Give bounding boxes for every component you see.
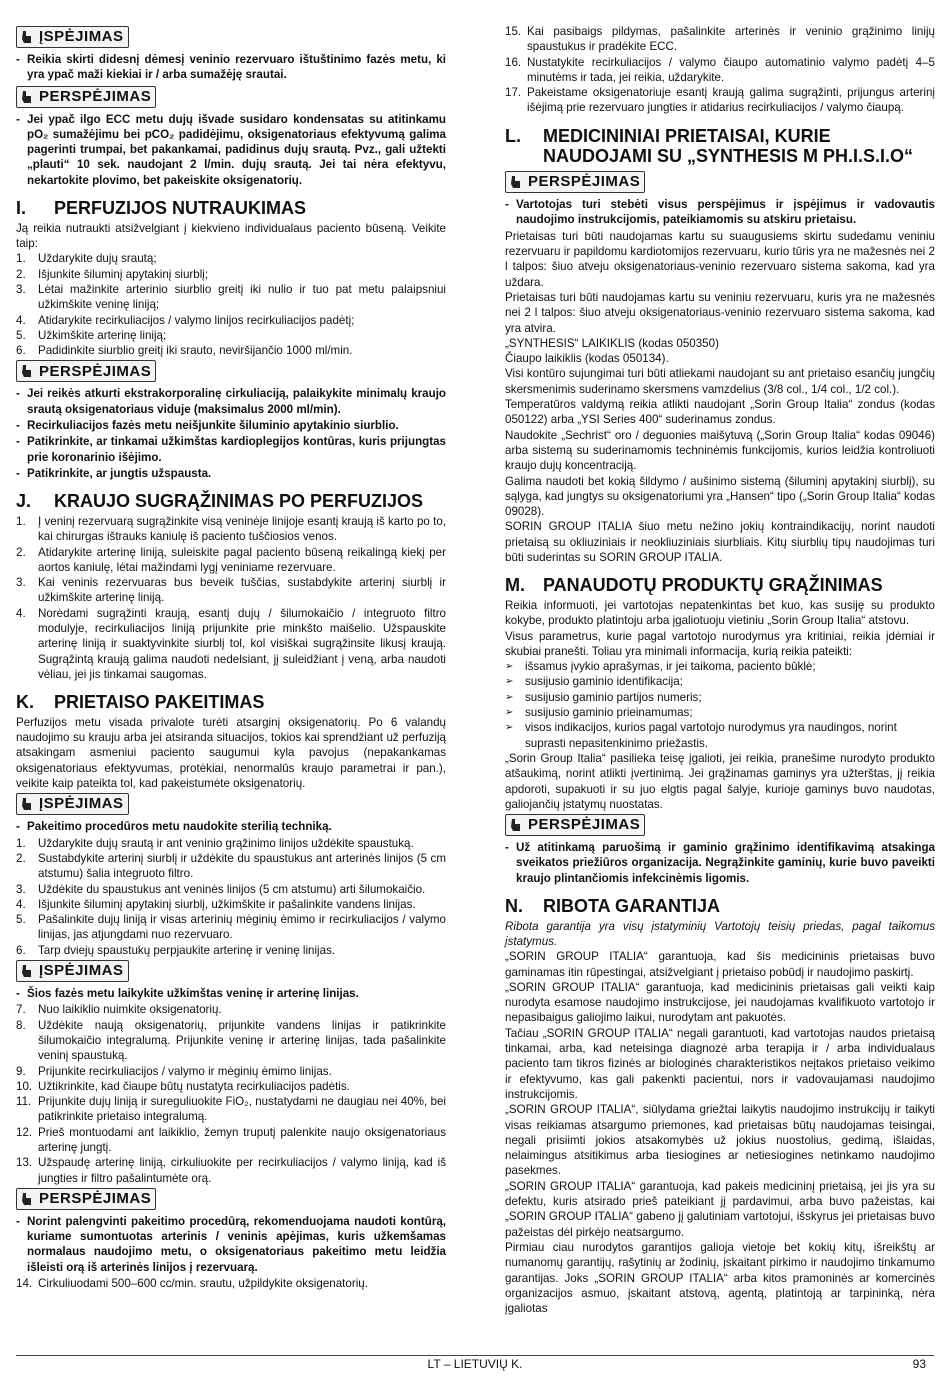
paragraph: „Sorin Group Italia“ pasilieka teisę įgalioti, jei reikia, pranešime nurodyto produkto atšaukimą, norint atlikti įvertinimą. Jei grąžinamas gaminys yra užterštas, jį reikia apdoroti, supakuoti ir su juo elgtis pagal šalyje, kurioje gaminys buvo naudotas, galiojančių įstatymų nuostatas. (505, 751, 935, 811)
steps-list-i (16, 251, 446, 358)
step-number: 6. (16, 344, 26, 358)
step-number: 4. (16, 897, 26, 911)
paragraph: Galima naudoti bet kokią šildymo / aušinimo sistemą (šiluminį apytakinį siurblį), su sąlyga, kad jungtys su oksigenatoriumi yra „Hansen“ tipo („Sorin Group Italia“ kodas 09028). (505, 474, 935, 519)
right-column (505, 24, 935, 1316)
step-item: 14. Cirkuliuodami 500–600 cc/min. srautu, užpildykite oksigenatorių. (16, 1277, 368, 1291)
step-text: Uždėkite du spaustukus ant veninės linijos (5 cm atstumu) arti šilumokaičio. (38, 882, 426, 896)
step-item (16, 514, 446, 545)
caution-badge: PERSPĖJIMAS (505, 171, 645, 193)
arrow-bullet-icon: ➢ (505, 722, 514, 734)
step-item (16, 267, 446, 282)
paragraph: Visus parametrus, kurie pagal vartotojo nurodymus yra kritiniai, reikia įdėmiai ir skubiai pranešti. Toliau yra minimali informacija, kurią reikia pateikti: (505, 629, 935, 658)
step-text: Atidarykite recirkuliacijos / valymo linijos recirkuliacijos padėtį; (38, 313, 355, 327)
hand-pointing-icon (508, 817, 524, 833)
step-number: 5. (16, 328, 26, 342)
step-text: Pakeistame oksigenatoriuje esantį kraują galima sugrąžinti, prijungus arterinį išėjimą prie rezervuaro jungties ir atidarius recirkuliacijos / valymo čiaupą. (527, 86, 935, 115)
step-item (505, 24, 935, 55)
step-item (16, 313, 446, 328)
paragraph: „SORIN GROUP ITALIA“ garantuoja, kad šis medicininis prietaisas buvo gaminamas itin rūpestingai, atsižvelgiant į prietaiso pobūdį ir naudojimo paskirtį. (505, 950, 935, 979)
hand-pointing-icon (19, 89, 35, 105)
arrow-bullet-icon: ➢ (505, 707, 514, 719)
step-number: 13. (16, 1156, 33, 1170)
step-text: Pašalinkite dujų liniją ir visas arterinių mėginių ėmimo ir recirkuliacijos / valymo linijas, jas atjungdami nuo rezervuaro. (38, 913, 446, 942)
page-footer (16, 1355, 934, 1380)
step-item (16, 1064, 446, 1079)
bullet-list (505, 659, 935, 751)
section-heading-i: I. PERFUZIJOS NUTRAUKIMAS (16, 198, 307, 219)
arrow-bullet-icon: ➢ (505, 691, 514, 703)
step-text: Tarp dviejų spaustukų perpjaukite arterinę ir veninę linijas. (38, 943, 336, 957)
caution-text: Patikrinkite, ar jungtis užspausta. (27, 466, 212, 480)
step-number: 3. (16, 282, 26, 296)
footer-language: LT – LIETUVIŲ K. (427, 1357, 523, 1371)
section-n-body (505, 949, 935, 1316)
warning-item: - Reikia skirti didesnį dėmesį veninio rezervuaro ištuštinimo fazės metu, ki yra ypač maži kiekiai ir / arba sumažėję srautai. (16, 53, 446, 82)
step-text: Nustatykite recirkuliacijos / valymo čiaupo automatinio valymo padėtį 4–5 minutėms ir tada, jei reikia, uždarykite. (527, 55, 935, 84)
dash-marker: - (16, 435, 20, 449)
step-text: Prijunkite dujų liniją ir sureguliuokite FiO₂, nustatydami ne daugiau nei 40%, bei patikrinkite prietaiso integralumą. (38, 1095, 446, 1124)
caution-text: Recirkuliacijos fazės metu neišjunkite šiluminio apytakinio siurblio. (27, 419, 399, 433)
step-text: Kai pasibaigs pildymas, pašalinkite arterinės ir veninio grąžinimo linijų spaustukus ir pradėkite ECC. (527, 25, 935, 54)
steps-list-k2 (16, 1002, 446, 1186)
step-number: 3. (16, 576, 26, 590)
section-heading-m: M. PANAUDOTŲ PRODUKTŲ GRĄŽINIMAS (505, 575, 883, 596)
warning-badge: ĮSPĖJIMAS (16, 26, 129, 48)
bullet-item (505, 720, 935, 751)
paragraph: Naudokite „Sechrist“ oro / deguonies maišytuvą („Sorin Group Italia“ kodas 09046) arba sistemą su suderinamomis techninėmis funkcijomis, kurios leidžia kontroliuoti kraujo dujų koncentraciją. (505, 428, 935, 473)
step-item (16, 545, 446, 576)
step-item (16, 882, 446, 897)
dash-marker: - (16, 387, 20, 401)
step-number: 9. (16, 1064, 26, 1078)
warning-item: - Šios fazės metu laikykite užkimštas veninę ir arterinę linijas. (16, 987, 359, 1001)
paragraph: „SYNTHESIS“ LAIKIKLIS (kodas 050350) (505, 336, 719, 350)
step-item (16, 1079, 446, 1094)
paragraph: Prietaisas turi būti naudojamas kartu su suaugusiems skirtu sudedamu veniniu rezervuaru ir papildomu kardiotomijos rezervuaru, kurio tūris yra ne mažesnės nei 2 l talpos: šiuo atveju oksigenatoriaus-veninio rezervuaro sistema sakoma, kad yra uždara. (505, 229, 935, 289)
step-number: 4. (16, 313, 26, 327)
caution-text: Patikrinkite, ar tinkamai užkimštas kardioplegijos kontūras, kuris prijungtas prie koronarinio išėjimo. (27, 435, 446, 464)
arrow-bullet-icon: ➢ (505, 661, 514, 673)
caution-item: - Vartotojas turi stebėti visus perspėjimus ir įspėjimus ir vadovautis naudojimo instrukcijomis, pateikiamomis su atskiru prietaisu. (505, 198, 935, 227)
paragraph: Ją reikia nutraukti atsižvelgiant į kiekvieno individualaus paciento būseną. Veikite taip: (16, 221, 446, 251)
step-text: Užspaudę arterinę liniją, cirkuliuokite per recirkuliacijos / valymo liniją, kad iš jungties ir filtro pašalintumėte orą. (38, 1156, 446, 1185)
bullet-text: susijusio gaminio prieinamumas; (525, 706, 693, 720)
step-number: 2. (16, 545, 26, 559)
step-item (505, 85, 935, 116)
paragraph: Tačiau „SORIN GROUP ITALIA“ negali garantuoti, kad vartotojas naudos prietaisą tinkamai, arba, kad neteisinga diagnozė arba terapija ir / arba individualaus paciento tam tikros fizinės ar biologinės charakteristikos neįtakos prietaiso veikimo ir efektyvumo, kas gali pakenkti pacientui, nors ir vadovaujamasi naudojimo instrukcijomis. (505, 1026, 935, 1101)
caution-item (16, 434, 446, 465)
steps-list-k3 (505, 24, 935, 116)
section-heading-k: K. PRIETAISO PAKEITIMAS (16, 692, 265, 713)
step-item (505, 55, 935, 86)
step-item (16, 343, 446, 358)
step-number: 6. (16, 943, 26, 957)
step-number: 16. (505, 55, 522, 69)
step-text: Uždarykite dujų srautą ir ant veninio grąžinimo linijos uždėkite spaustuką. (38, 836, 414, 850)
paragraph: Pirmiau ciau nurodytos garantijos galioja vietoje bet kokių kitų, išreikštų ar numanomų garantijų, rašytinių ar žodinių, įskaitant pirkimo ir naudojimo tinkamumo garantijas. Joks „SORIN GROUP ITALIA“ arba kitos pramoninės ar komercinės organizacijos asmuo, įskaitant atstovą, agentą, platintoją ar tarpininką, nėra įgaliotas (505, 1240, 935, 1316)
caution-item: - Norint palengvinti pakeitimo procedūrą, rekomenduojama naudoti kontūrą, kuriame sumontuotas arterinis / veninis apėjimas, kuris užkemšamas normalaus naudojimo metu, o oksigenatoriaus pakeitimo metu leidžia išleisti orą iš arterinės linijos į rezervuarą. (16, 1214, 446, 1274)
step-text: Prieš montuodami ant laikiklio, žemyn truputį palenkite naujo oksigenatoriaus arterinę jungtį. (38, 1125, 446, 1154)
step-item (16, 912, 446, 943)
step-number: 1. (16, 836, 26, 850)
caution-item: - Už atitinkamą paruošimą ir gaminio grąžinimo identifikavimą atsakinga sveikatos priežiūros organizacija. Negrąžinkite gaminių, kurie buvo paveikti kraujo plintančiomis infekcinėmis ligomis. (505, 841, 935, 885)
step-text: Išjunkite šiluminį apytakinį siurblį, užkimškite ir pašalinkite vandens linijas. (38, 897, 416, 911)
hand-pointing-icon (19, 29, 35, 45)
paragraph: SORIN GROUP ITALIA šiuo metu nežino jokių kontraindikacijų, norint naudoti prietaisą su okliuziniais ir neokliuziniais siurbliais. Kitų siurblių tipų naudojimas turi būti suderintas su SORIN GROUP ITALIA. (505, 520, 935, 564)
step-text: Padidinkite siurblio greitį iki srauto, neviršijančio 1000 ml/min. (38, 344, 353, 358)
caution-item (16, 418, 446, 433)
step-number: 12. (16, 1125, 33, 1139)
caution-list (16, 386, 446, 481)
dash-marker: - (16, 419, 20, 433)
step-number: 5. (16, 913, 26, 927)
hand-pointing-icon (19, 963, 35, 979)
step-item (16, 1094, 446, 1125)
step-item (16, 328, 446, 343)
step-text: Kai veninis rezervuaras bus beveik tuščias, sustabdykite arterinį siurblį ir užkimškite arterinę liniją. (38, 576, 446, 605)
step-number: 7. (16, 1003, 26, 1017)
caution-badge: PERSPĖJIMAS (16, 1188, 156, 1210)
bullet-item (505, 659, 935, 674)
bullet-text: susijusio gaminio partijos numeris; (525, 690, 702, 704)
hand-pointing-icon (19, 363, 35, 379)
paragraph-italic: Ribota garantija yra visų įstatyminių Vartotojų teisių priedas, pagal taikomus įstatymus. (505, 919, 935, 948)
paragraph: „SORIN GROUP ITALIA“ garantuoja, kad medicininis prietaisas gali veikti kaip nurodyta esamose naudojimo instrukcijose, jei naudojamas kvalifikuoto vartotojo ir nepasibaigus galiojimo laikui, nurodytam ant pakuotės. (505, 980, 935, 1025)
step-number: 8. (16, 1018, 26, 1032)
step-text: Uždarykite dujų srautą; (38, 252, 157, 266)
step-item (16, 251, 446, 266)
step-text: Užkimškite arterinę liniją; (38, 328, 167, 342)
step-number: 10. (16, 1079, 33, 1093)
step-item (16, 897, 446, 912)
section-l-body (505, 229, 935, 566)
step-text: Sustabdykite arterinį siurblį ir uždėkite du spaustukus ant arterinės linijos (5 cm atstumu) šalia integruoto filtro. (38, 851, 446, 881)
step-item (16, 575, 446, 606)
step-number: 3. (16, 882, 26, 896)
step-text: Nuo laikiklio nuimkite oksigenatorių. (38, 1003, 222, 1017)
section-heading-l: L. MEDICININIAI PRIETAISAI, KURIE NAUDOJAMI SU „SYNTHESIS M PH.I.S.I.O“ (505, 125, 914, 167)
caution-item (16, 386, 446, 417)
step-text: Į veninį rezervuarą sugrąžinkite visą veninėje linijoje esantį kraują iš karto po to, kai chirurgas ištrauks kaniulę iš paciento tuščiosios venos. (38, 514, 446, 544)
paragraph: Perfuzijos metu visada privalote turėti atsarginį oksigenatorių. Po 6 valandų naudojimo su krauju arba jei atsiranda situacijos, tokios kai sprendžiant už perfuziją atsakingam asmeniui paciento saugumui kyla pavojus (nepakankamas oksigenatoriaus efektyvumas, protėkiai, nenormalūs kraujo parametrai ir pan.), veikite kaip pateikta tol, kad pakeistumėte oksigenatorių. (16, 715, 446, 791)
step-number: 1. (16, 252, 26, 266)
caution-badge: PERSPĖJIMAS (16, 360, 156, 382)
step-number: 2. (16, 851, 26, 865)
step-number: 2. (16, 267, 26, 281)
caution-item: - Jei ypač ilgo ECC metu dujų išvade susidaro kondensatas su atitinkamu pO₂ sumažėjimu bei pCO₂ padidėjimu, oksigenatoriaus efektyvumą galima pagerinti trumpai, bet pakankamai, padidinus dujų srautą. Pvz., gali užtekti „plauti“ 10 sek. naudojant 2 l/min. dujų srautą. Jei tai nėra efektyvu, nekartokite plovimo, bet pakeiskite oksigenatorių. (16, 112, 446, 187)
step-item (16, 606, 446, 682)
caution-badge: PERSPĖJIMAS (505, 814, 645, 836)
paragraph: Temperatūros valdymą reikia atlikti naudojant „Sorin Group Italia“ zondus (kodas 050122) arba „YSI Series 400“ suderinamus zondus. (505, 398, 935, 427)
arrow-bullet-icon: ➢ (505, 676, 514, 688)
paragraph: „SORIN GROUP ITALIA“, siūlydama griežtai laikytis naudojimo instrukcijų ir taikyti visas reikiamas atsargumo priemones, kad prietaisas būtų naudojamas teisingai, negali prisiimti jokios atsakomybės už jokius nuostolius, gedimą, išlaidas, nelaimingus atsitikimus arba tiesiogines ar netiesiogines netinkamo naudojimo pasekmes. (505, 1103, 935, 1178)
step-item (16, 851, 446, 882)
warning-item: - Pakeitimo procedūros metu naudokite sterilią techniką. (16, 820, 332, 834)
bullet-item (505, 690, 935, 705)
page-number: 93 (912, 1357, 926, 1371)
bullet-text: išsamus įvykio aprašymas, ir jei taikoma, paciento būklė; (525, 660, 816, 674)
step-item (16, 1125, 446, 1156)
hand-pointing-icon (19, 1191, 35, 1207)
caution-text: Jei reikės atkurti ekstrakorporalinę cirkuliaciją, palaikykite minimalų kraujo srautą oksigenatoriaus viduje (maksimalus 2000 ml/min). (27, 387, 446, 416)
bullet-item (505, 674, 935, 689)
step-text: Norėdami sugrąžinti kraują, esantį dujų / šilumokaičio / integruoto filtro modulyje, recirkuliacijos liniją prijunkite prie minkšto maišelio. Užspauskite arterinę liniją ir suaktyvinkite siurblį tol, kol visiškai sugrąžinsite likusį kraują. Sugrąžintą kraują galima naudoti nedelsiant, jį suleidžiant į veną, arba naudoti vėliau, jei jis tinkamai saugomas. (38, 606, 446, 681)
step-item (16, 943, 446, 958)
step-item (16, 282, 446, 313)
step-item (16, 1155, 446, 1186)
step-item (16, 836, 446, 851)
hand-pointing-icon (508, 174, 524, 190)
step-number: 15. (505, 25, 522, 38)
warning-badge: ĮSPĖJIMAS (16, 793, 129, 815)
bullet-text: visos indikacijos, kurios pagal vartotojo nurodymus yra naudingos, norint suprasti nepasitenkinimo priežastis. (525, 721, 897, 750)
step-text: Atidarykite arterinę liniją, suleiskite pagal paciento būseną reikalingą kiekį per aortos kaniulę, lėtai mažindami lygį veniniame rezervuare. (38, 545, 446, 574)
step-text: Lėtai mažinkite arterinio siurblio greitį iki nulio ir tuo pat metu palaipsniui užkimškite veninę liniją; (38, 282, 446, 312)
left-column (16, 24, 446, 1291)
caution-badge: PERSPĖJIMAS (16, 86, 156, 108)
bullet-text: susijusio gaminio identifikacija; (525, 675, 683, 689)
step-number: 11. (16, 1095, 32, 1109)
step-number: 1. (16, 514, 26, 528)
paragraph: „SORIN GROUP ITALIA“ garantuoja, kad pakeis medicininį prietaisą, jei jis yra su defektu, kuris atsirado prieš pateikiant jį pardavimui, arba buvo pažeistas, kai „SORIN GROUP ITALIA“ gabeno jį galutiniam vartotojui, išskyrus jei prietaisas buvo pažeistas dėl pirkėjo neatsargumo. (505, 1179, 935, 1239)
paragraph: Visi kontūro sujungimai turi būti atliekami naudojant su ant prietaiso esančių jungčių skersmenimis suderinamo skersmens vamzdelius (3/8 col., 1/4 col., 1/2 col.). (505, 367, 935, 396)
step-text: Prijunkite recirkuliacijos / valymo ir mėginių ėmimo linijas. (38, 1064, 332, 1078)
bullet-item (505, 705, 935, 720)
steps-list-j (16, 514, 446, 682)
step-item (16, 1018, 446, 1064)
paragraph: Reikia informuoti, jei vartotojas nepatenkintas bet kuo, kas susiję su produkto kokybe, produkto platintoju arba įgaliotuoju vietiniu „Sorin Group Italia“ atstovu. (505, 598, 935, 628)
step-number: 17. (505, 86, 522, 100)
paragraph: Čiaupo laikiklis (kodas 050134). (505, 352, 669, 366)
step-item (16, 1002, 446, 1017)
step-text: Užtikrinkite, kad čiaupe būtų nustatyta recirkuliacijos padėtis. (38, 1079, 350, 1093)
step-text: Išjunkite šiluminį apytakinį siurblį; (38, 267, 209, 281)
dash-marker: - (16, 466, 20, 480)
section-heading-n: N. RIBOTA GARANTIJA (505, 896, 720, 917)
steps-list-k1 (16, 836, 446, 958)
paragraph: Prietaisas turi būti naudojamas kartu su veniniu rezervuaru, kuris yra ne mažesnės nei 2 l talpos: šiuo atveju oksigenatoriaus-veninio rezervuaro sistema sakoma, kad yra atvira. (505, 290, 935, 335)
step-number: 4. (16, 606, 26, 620)
caution-item (16, 466, 446, 481)
step-text: Uždėkite naują oksigenatorių, prijunkite vandens linijas ir patikrinkite šilumokaičio integralumą. Prijunkite veninę ir arterinę linijas, tada pašalinkite veninį spaustuką. (38, 1018, 446, 1063)
section-heading-j: J. KRAUJO SUGRĄŽINIMAS PO PERFUZIJOS (16, 491, 424, 512)
warning-badge: ĮSPĖJIMAS (16, 960, 129, 982)
hand-pointing-icon (19, 796, 35, 812)
